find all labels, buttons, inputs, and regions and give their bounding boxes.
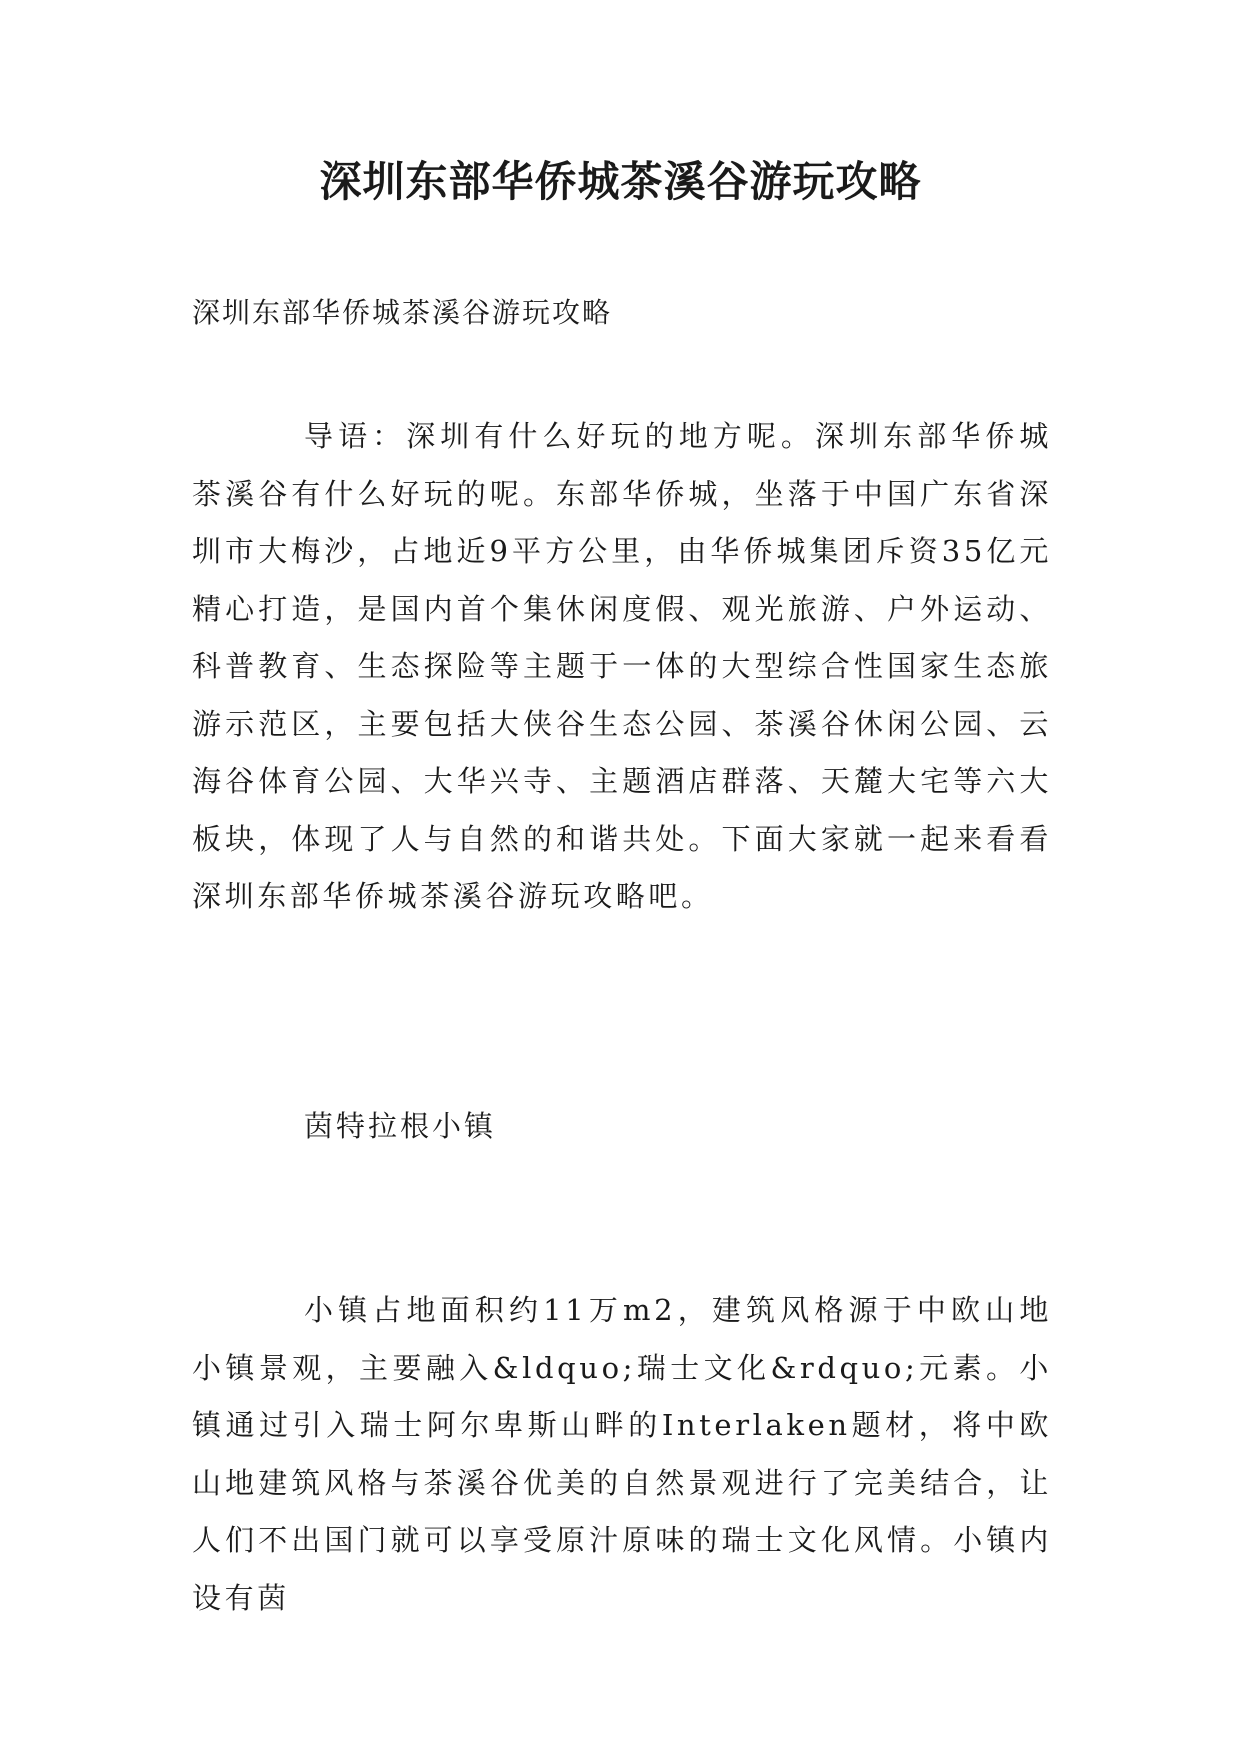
intro-paragraph: 导语：深圳有什么好玩的地方呢。深圳东部华侨城茶溪谷有什么好玩的呢。东部华侨城，坐落于中国广东省深圳市大梅沙，占地近9平方公里，由华侨城集团斥资35亿元精心打造，是国内首个集休闲度假、观光旅游、户外运动、科普教育、生态探险等主题于一体的大型综合性国家生态旅游示范区，主要包括大侠谷生态公园、茶溪谷休闲公园、云海谷体育公园、大华兴寺、主题酒店群落、天麓大宅等六大板块，体现了人与自然的和谐共处。下面大家就一起来看看深圳东部华侨城茶溪谷游玩攻略吧。 [192, 419, 1052, 913]
section-paragraph: 小镇占地面积约11万m2，建筑风格源于中欧山地小镇景观，主要融入&ldquo;瑞士文化&rdquo;元素。小镇通过引入瑞士阿尔卑斯山畔的Interlaken题材，将中欧山地建筑风格与茶溪谷优美的自然景观进行了完美结合，让人们不出国门就可以享受原汁原味的瑞士文化风情。小镇内设有茵 [192, 1293, 1052, 1615]
document-title: 深圳东部华侨城茶溪谷游玩攻略 [319, 157, 922, 206]
document-subtitle: 深圳东部华侨城茶溪谷游玩攻略 [192, 296, 613, 329]
section-heading: 茵特拉根小镇 [304, 1109, 497, 1143]
